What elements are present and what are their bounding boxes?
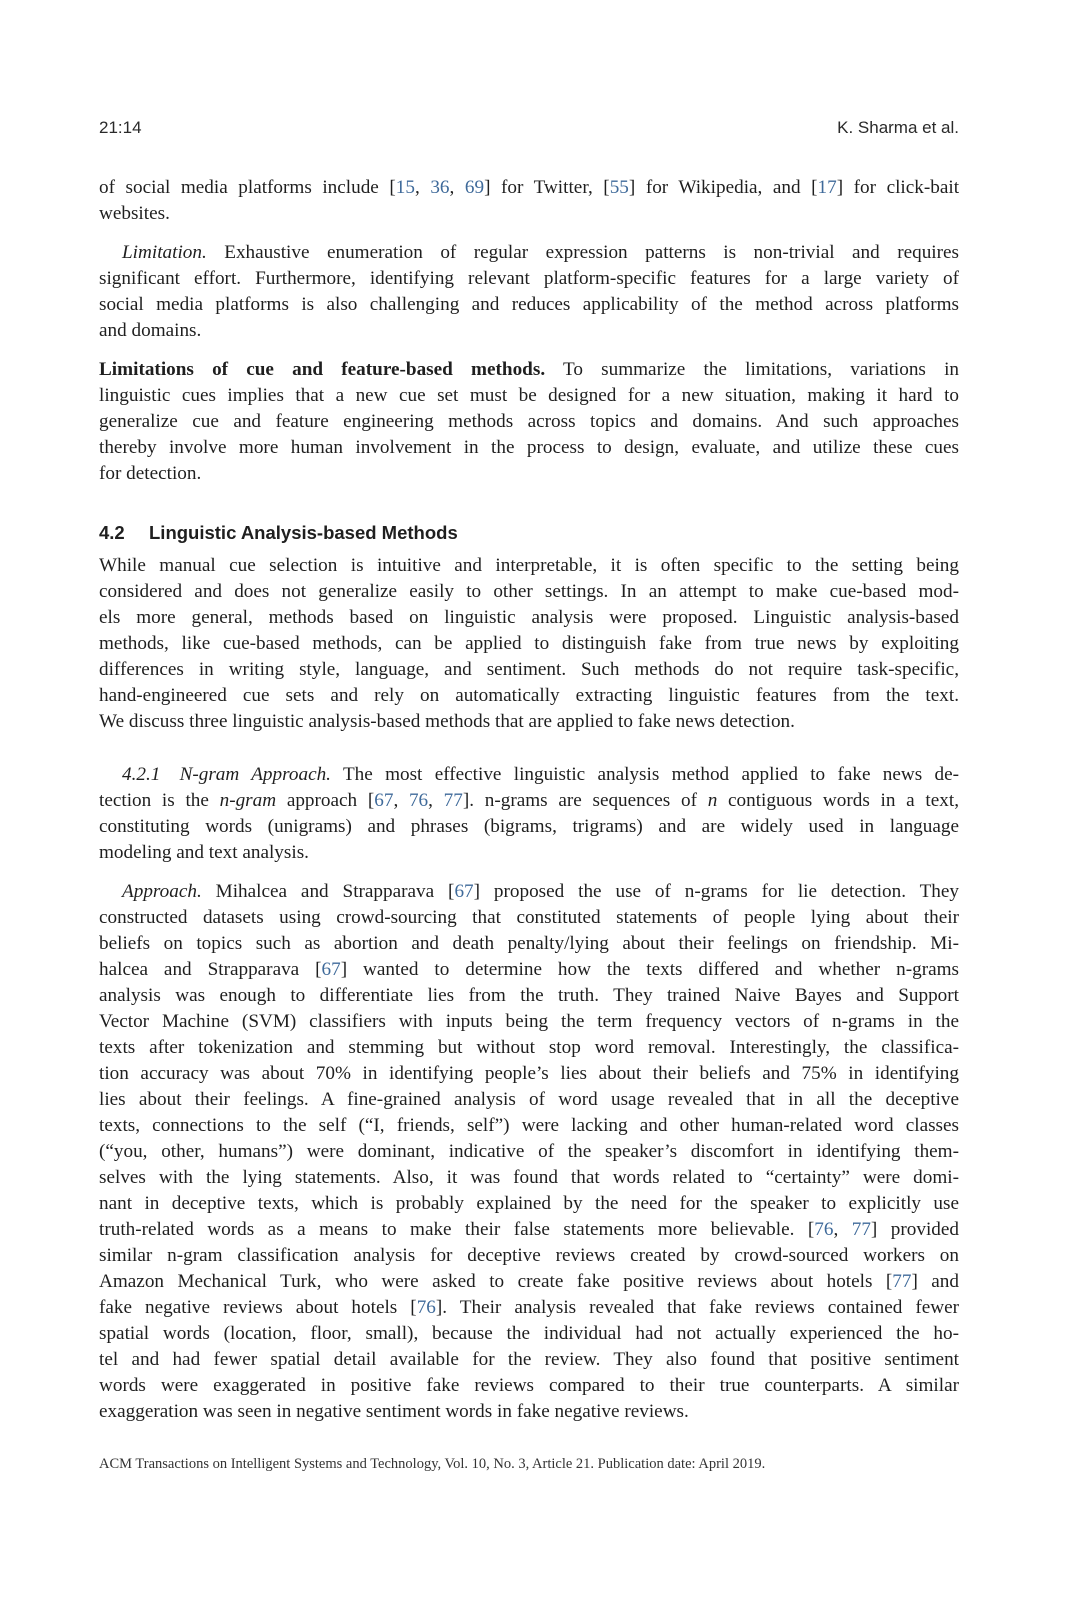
text-line	[99, 1191, 959, 1217]
citation-link[interactable]: 36	[430, 177, 450, 198]
text-line	[99, 1295, 959, 1321]
text-line	[99, 657, 959, 683]
text-run: analysis was enough to differentiate lies from the truth. They trained Naive Bayes and Support	[99, 985, 959, 1006]
text-line	[99, 957, 959, 983]
text-run: halcea and Strapparava [	[99, 959, 322, 980]
text-run: beliefs on topics such as abortion and death penalty/lying about their feelings on friendship. Mi-	[99, 933, 959, 954]
text-line	[99, 1243, 959, 1269]
text-run: ] for click-bait	[836, 177, 960, 198]
text-run: We discuss three linguistic analysis-based methods that are applied to fake news detection.	[99, 711, 795, 732]
text-run: ] proposed the use of n-grams for lie detection. They	[473, 881, 959, 902]
text-run: ]. Their analysis revealed that fake reviews contained fewer	[435, 1297, 959, 1318]
text-run: els more general, methods based on linguistic analysis were proposed. Linguistic analysis-based	[99, 607, 959, 628]
paragraph-p-approach	[99, 879, 959, 1425]
text-run: methods, like cue-based methods, can be applied to distinguish fake from true news by exploiting	[99, 633, 959, 654]
citation-link[interactable]: 55	[609, 177, 629, 198]
text-line	[99, 1269, 959, 1295]
text-run: tion accuracy was about 70% in identifying people’s lies about their beliefs and 75% in identifying	[99, 1063, 959, 1084]
citation-link[interactable]: 77	[851, 1219, 871, 1240]
citation-link[interactable]: 77	[892, 1271, 912, 1292]
text-run: tel and had fewer spatial detail available for the review. They also found that positive sentiment	[99, 1349, 959, 1370]
italic-run-in-heading: n	[707, 790, 718, 811]
text-run: constructed datasets using crowd-sourcing that constituted statements of people lying about their	[99, 907, 959, 928]
text-run: Vector Machine (SVM) classifiers with inputs being the term frequency vectors of n-grams in the	[99, 1011, 959, 1032]
text-run: ] for Twitter, [	[484, 177, 610, 198]
text-line	[99, 1061, 959, 1087]
text-run: websites.	[99, 203, 170, 224]
citation-link[interactable]: 15	[395, 177, 415, 198]
text-run: selves with the lying statements. Also, it was found that words related to “certainty” were domi-	[99, 1167, 959, 1188]
text-run: of social media platforms include [	[99, 177, 396, 198]
text-run: hand-engineered cue sets and rely on automatically extracting linguistic features from the text.	[99, 685, 959, 706]
text-run: Exhaustive enumeration of regular expression patterns is non-trivial and requires	[206, 242, 959, 263]
section-number: 4.2	[99, 522, 125, 543]
text-run: ]. n-grams are sequences of	[462, 790, 708, 811]
text-line	[99, 1035, 959, 1061]
text-line	[99, 905, 959, 931]
paragraph-p-limitations-cue	[99, 357, 959, 487]
text-run: approach [	[276, 790, 375, 811]
text-line	[99, 435, 959, 461]
text-line	[99, 840, 959, 866]
text-line	[99, 579, 959, 605]
text-run: nant in deceptive texts, which is probably explained by the need for the speaker to explicitly use	[99, 1193, 959, 1214]
paragraph-p-linguistic-intro	[99, 553, 959, 735]
text-line	[99, 1139, 959, 1165]
text-run: differences in writing style, language, and sentiment. Such methods do not require task-specific,	[99, 659, 959, 680]
text-line	[99, 683, 959, 709]
text-line	[99, 788, 959, 814]
text-run: ] for Wikipedia, and [	[628, 177, 818, 198]
text-run: The most effective linguistic analysis method applied to fake news de-	[330, 764, 959, 785]
running-author: K. Sharma et al.	[837, 118, 959, 137]
text-line	[99, 175, 959, 201]
text-line	[99, 762, 959, 788]
text-line	[99, 1087, 959, 1113]
text-line	[99, 605, 959, 631]
text-run: Mihalcea and Strapparava [	[201, 881, 455, 902]
text-line	[99, 1165, 959, 1191]
citation-link[interactable]: 76	[416, 1297, 436, 1318]
citation-link[interactable]: 69	[464, 177, 485, 198]
text-line	[99, 409, 959, 435]
text-line	[99, 814, 959, 840]
text-run: ] and	[911, 1271, 959, 1292]
text-line	[99, 879, 959, 905]
citation-link[interactable]: 67	[454, 881, 474, 902]
paragraph-p-limitation	[99, 240, 959, 344]
text-line	[99, 1399, 959, 1425]
text-line	[99, 631, 959, 657]
text-line	[99, 461, 959, 487]
text-run: Amazon Mechanical Turk, who were asked to create fake positive reviews about hotels [	[99, 1271, 893, 1292]
bold-run-in-heading: Limitations of cue and feature-based methods.	[99, 359, 546, 380]
text-line	[99, 709, 959, 735]
text-line	[99, 240, 959, 266]
page-number: 21:14	[99, 118, 142, 137]
text-line	[99, 292, 959, 318]
text-line	[99, 201, 959, 227]
text-run: ] provided	[870, 1219, 959, 1240]
text-run: similar n-gram classification analysis for deceptive reviews created by crowd-sourced workers on	[99, 1245, 959, 1266]
text-run: constituting words (unigrams) and phrases (bigrams, trigrams) and are widely used in language	[99, 816, 959, 837]
text-line	[99, 553, 959, 579]
text-run: social media platforms is also challenging and reduces applicability of the method across platforms	[99, 294, 959, 315]
text-run: modeling and text analysis.	[99, 842, 309, 863]
citation-link[interactable]: 17	[817, 177, 837, 198]
text-line	[99, 266, 959, 292]
text-line	[99, 318, 959, 344]
text-run: texts, connections to the self (“I, friends, self”) were lacking and other human-related word classes	[99, 1115, 959, 1136]
text-line	[99, 1347, 959, 1373]
text-run: ,	[449, 177, 465, 198]
text-run: spatial words (location, floor, small), because the individual had not actually experienced the ho-	[99, 1323, 959, 1344]
text-run: To summarize the limitations, variations in	[545, 359, 959, 380]
italic-run-in-heading: 4.2.1 N-gram Approach.	[122, 764, 331, 785]
section-title: Linguistic Analysis-based Methods	[149, 522, 458, 543]
journal-footer: ACM Transactions on Intelligent Systems and Technology, Vol. 10, No. 3, Article 21. Publication date: April 2019.	[99, 1456, 766, 1472]
citation-link[interactable]: 67	[374, 790, 394, 811]
text-run: linguistic cues implies that a new cue set must be designed for a new situation, making it hard to	[99, 385, 959, 406]
text-line	[99, 1113, 959, 1139]
text-run: contiguous words in a text,	[717, 790, 959, 811]
text-run: (“you, other, humans”) were dominant, indicative of the speaker’s discomfort in identifying them-	[99, 1141, 959, 1162]
text-run: ,	[833, 1219, 852, 1240]
text-run: tection is the	[99, 790, 220, 811]
italic-run-in-heading: Approach.	[122, 881, 202, 902]
text-line	[99, 357, 959, 383]
text-run: ,	[393, 790, 409, 811]
text-line	[99, 1321, 959, 1347]
text-line	[99, 1009, 959, 1035]
citation-link[interactable]: 76	[408, 790, 429, 811]
text-line	[99, 383, 959, 409]
text-line	[99, 983, 959, 1009]
citation-link[interactable]: 77	[443, 790, 463, 811]
text-line	[99, 931, 959, 957]
text-run: ,	[414, 177, 431, 198]
text-run: generalize cue and feature engineering methods across topics and domains. And such approaches	[99, 411, 959, 432]
text-run: ,	[428, 790, 444, 811]
paragraph-p-social-platforms	[99, 175, 959, 227]
text-run: significant effort. Furthermore, identifying relevant platform-specific features for a large variety of	[99, 268, 959, 289]
citation-link[interactable]: 67	[321, 959, 341, 980]
section-heading	[99, 520, 959, 546]
text-run: thereby involve more human involvement in the process to design, evaluate, and utilize these cues	[99, 437, 959, 458]
text-run: exaggeration was seen in negative sentiment words in fake negative reviews.	[99, 1401, 689, 1422]
paragraph-p-ngram-approach	[99, 762, 959, 866]
text-run: considered and does not generalize easily to other settings. In an attempt to make cue-based mod-	[99, 581, 959, 602]
text-run: for detection.	[99, 463, 202, 484]
text-run: and domains.	[99, 320, 202, 341]
text-run: truth-related words as a means to make their false statements more believable. [	[99, 1219, 815, 1240]
text-run: texts after tokenization and stemming but without stop word removal. Interestingly, the classifica-	[99, 1037, 959, 1058]
text-run: fake negative reviews about hotels [	[99, 1297, 417, 1318]
running-head	[99, 118, 959, 142]
italic-run-in-heading: Limitation.	[122, 242, 207, 263]
text-run: words were exaggerated in positive fake reviews compared to their true counterparts. A similar	[99, 1375, 959, 1396]
citation-link[interactable]: 76	[814, 1219, 834, 1240]
text-run: While manual cue selection is intuitive and interpretable, it is often specific to the setting being	[99, 555, 959, 576]
italic-run-in-heading: n-gram	[219, 790, 277, 811]
text-run: ] wanted to determine how the texts differed and whether n-grams	[340, 959, 959, 980]
text-line	[99, 1217, 959, 1243]
text-run: lies about their feelings. A fine-grained analysis of word usage revealed that in all the deceptive	[99, 1089, 959, 1110]
text-line	[99, 1373, 959, 1399]
